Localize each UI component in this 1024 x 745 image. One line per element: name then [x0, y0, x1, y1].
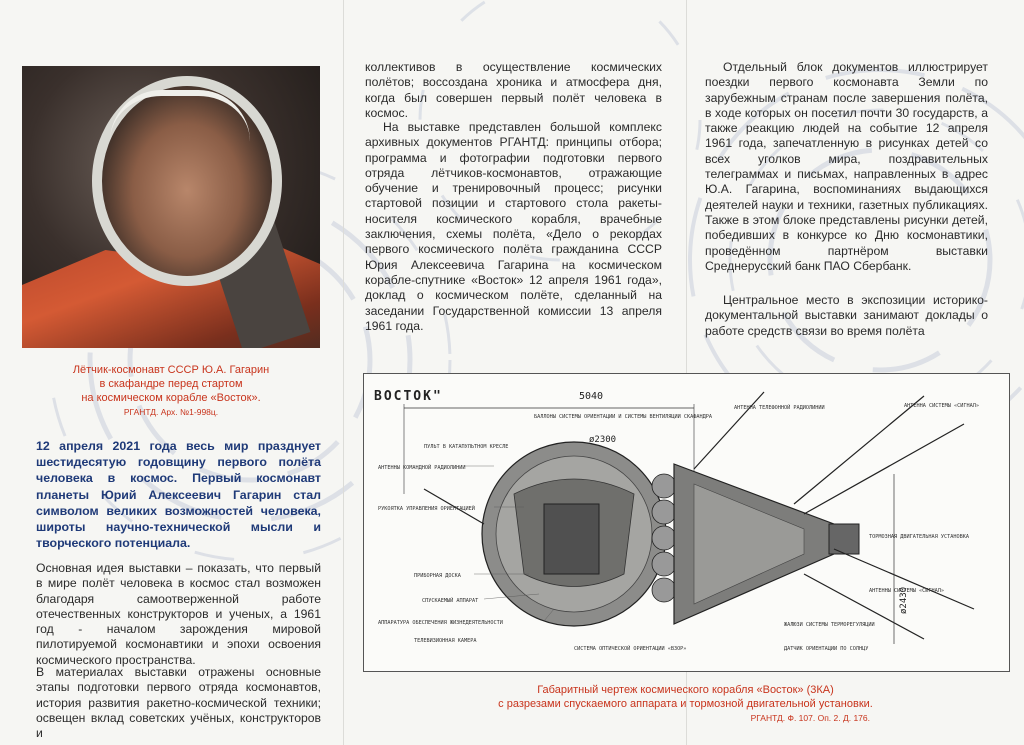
drawing-caption-line1: Габаритный чертеж космического корабля «Восток» (3КА) — [537, 684, 834, 696]
drawing-caption-line2: с разрезами спускаемого аппарата и тормозной двигательной установки. — [498, 698, 873, 710]
col2-paragraph-1: коллективов в осуществление космических полётов; воссоздана хроника и атмосфера дня, когда был совершен первый полёт человека в космос. — [365, 60, 662, 120]
photo-caption-line1: Лётчик-космонавт СССР Ю.А. Гагарин — [72, 364, 270, 376]
col3-paragraph-2: Центральное место в экспозиции историко-документальной выставки занимают доклады о работе средств связи во время полёта — [705, 293, 988, 338]
photo-caption — [22, 363, 320, 419]
dim-height: ø2430 — [899, 586, 909, 614]
label-top-0: БАЛЛОНЫ СИСТЕМЫ ОРИЕНТАЦИИ И СИСТЕМЫ ВЕНТИЛЯЦИИ СКАФАНДРА — [534, 414, 713, 420]
gagarin-photo — [22, 66, 320, 348]
label-left-5: АППАРАТУРА ОБЕСПЕЧЕНИЯ ЖИЗНЕДЕЯТЕЛЬНОСТИ — [378, 620, 503, 626]
drawing-caption-ref: РГАНТД. Ф. 107. Оп. 2. Д. 176. — [750, 713, 870, 723]
photo-visor — [110, 90, 250, 156]
dim-sphere: ø2300 — [589, 435, 617, 445]
label-left-0: АНТЕННЫ КОМАНДНОЙ РАДИОЛИНИИ — [378, 465, 466, 471]
photo-caption-line3: на космическом корабле «Восток». — [81, 392, 261, 404]
vostok-drawing-svg — [364, 374, 1009, 671]
label-left-1: ПУЛЬТ В КАТАПУЛЬТНОМ КРЕСЛЕ — [424, 444, 509, 450]
label-left-3: ПРИБОРНАЯ ДОСКА — [414, 573, 461, 579]
dim-length: 5040 — [579, 391, 604, 402]
drawing-caption — [363, 683, 1008, 725]
label-right-3: ДАТЧИК ОРИЕНТАЦИИ ПО СОЛНЦУ — [784, 646, 869, 652]
fold-line-left — [343, 0, 344, 745]
label-left-6: ТЕЛЕВИЗИОННАЯ КАМЕРА — [414, 638, 477, 644]
label-top-2: АНТЕННА СИСТЕМЫ «СИГНАЛ» — [904, 403, 979, 409]
label-left-4: СПУСКАЕМЫЙ АППАРАТ — [422, 598, 479, 604]
label-top-1: АНТЕННА ТЕЛЕФОННОЙ РАДИОЛИНИИ — [734, 405, 825, 411]
photo-caption-line2: в скафандре перед стартом — [99, 378, 243, 390]
ejection-seat — [544, 504, 599, 574]
braking-engine — [829, 524, 859, 554]
photo-caption-ref: РГАНТД. Арх. №1-998ц. — [123, 407, 219, 417]
vostok-drawing — [363, 373, 1010, 672]
drawing-title: ВОСТОК" — [374, 389, 443, 404]
col3-paragraph-1: Отдельный блок документов иллюстрирует поездки первого космонавта Земли по зарубежным странам после завершения полёта, в ходе которых он посетил почти 30 государств, а также реакцию людей на событие 12 апреля 1961 года, запечатленную в рисунках детей со всех уголков мира, поздравительных телеграммах и письмах, направленных в адрес Ю.А. Гагарина, воспоминаниях выдающихся деятелей науки и техники, газетных публикациях. Также в этом блоке представлены рисунки детей, победивших в конкурсе ко Дню космонавтики, проведённом партнёром выставки Среднерусский банк ПАО Сбербанк. — [705, 60, 988, 273]
col2-paragraph-2: На выставке представлен большой комплекс архивных документов РГАНТД: принципы отбора; программа и фотографии подготовки первого отряда лётчиков-космонавтов, отражающие обучение и тренировочный процесс; рисунки стартовой позиции и стартового стола ракеты-носителя космического корабля, врачебные заключения, схемы полёта, «Дело о рекордах первого космического полёта гражданина СССР Юрия Алексеевича Гагарина на космическом корабле-спутнике «Восток» 12 апреля 1961 года», доклад о космическом полёте, сделанный на заседании Государственной комиссии 13 апреля 1961 года. — [365, 120, 662, 333]
col1-paragraph-1: Основная идея выставки – показать, что первый в мире полёт человека в космос стал возможен благодаря самоотверженной работе отечественных конструкторов и ученых, а 1961 год - началом зарождения мировой пилотируемой космонавтики и эпохи освоения космического пространства. — [36, 561, 321, 667]
label-right-0: ТОРМОЗНАЯ ДВИГАТЕЛЬНАЯ УСТАНОВКА — [869, 534, 969, 540]
oxygen-balloons — [652, 474, 676, 602]
col1-paragraph-2: В материалах выставки отражены основные этапы подготовки первого отряда космонавтов, история развития ракетно-космической техники; освещен вклад советских учёных, конструкторов и — [36, 665, 321, 741]
label-right-2: ЖАЛЮЗИ СИСТЕМЫ ТЕРМОРЕГУЛЯЦИИ — [784, 622, 875, 628]
label-left-2: РУКОЯТКА УПРАВЛЕНИЯ ОРИЕНТАЦИЕЙ — [378, 506, 475, 512]
lead-paragraph: 12 апреля 2021 года весь мир празднует шестидесятую годовщину первого полёта человека в космос. Первый космонавт планеты Юрий Алексеевич Гагарин стал символом великих возможностей человека, широты научно-технической мысли и творческого потенциала. — [36, 439, 321, 551]
label-bottom: СИСТЕМА ОПТИЧЕСКОЙ ОРИЕНТАЦИИ «ВЗОР» — [574, 646, 687, 652]
label-right-1: АНТЕННЫ СИСТЕМЫ «СИГНАЛ» — [869, 588, 944, 594]
